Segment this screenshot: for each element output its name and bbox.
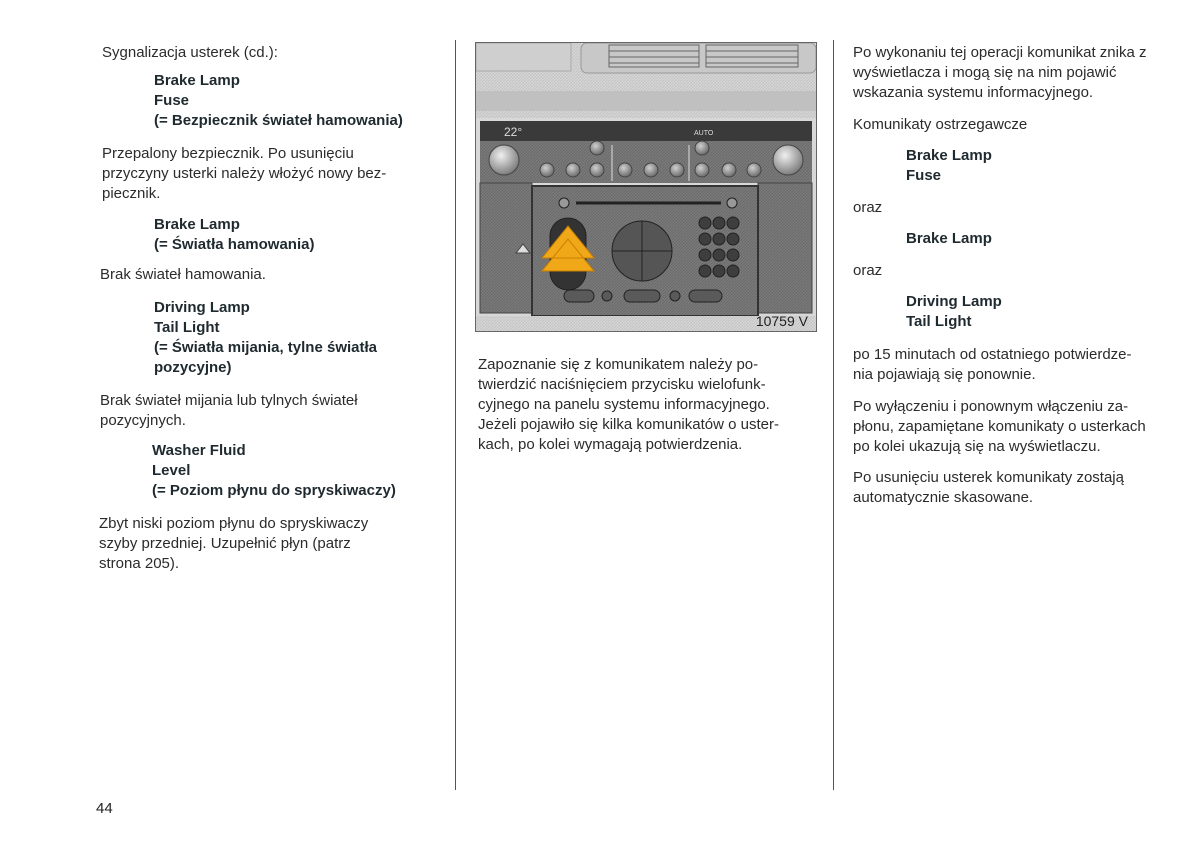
keypad-button[interactable]	[713, 233, 725, 245]
radio-bottom-button[interactable]	[564, 290, 594, 302]
paragraph	[853, 468, 1191, 508]
keypad-button[interactable]	[713, 249, 725, 261]
message-heading: Brake Lamp	[906, 230, 992, 247]
message-heading: (= Światła mijania, tylne światła	[154, 339, 378, 356]
text-line: kach, po kolei wymagają potwierdzenia.	[478, 436, 743, 453]
text-line: automatycznie skasowane.	[853, 489, 1034, 506]
message-heading: (= Bezpiecznik świateł hamowania)	[154, 112, 403, 129]
message-heading: Fuse	[906, 167, 942, 184]
text-line: twierdzić naciśnięciem przycisku wielofunk-	[478, 376, 766, 393]
eject-button[interactable]	[559, 198, 569, 208]
keypad-button[interactable]	[713, 265, 725, 277]
connector-text: oraz	[853, 262, 883, 279]
paragraph	[853, 397, 1191, 457]
text-line: pozycyjnych.	[100, 412, 186, 429]
paragraph	[853, 345, 1191, 385]
keypad-button[interactable]	[699, 249, 711, 261]
text-line: Zapoznanie się z komunikatem należy po-	[478, 356, 759, 373]
climate-display	[480, 121, 812, 141]
keypad-button[interactable]	[727, 217, 739, 229]
radio-button[interactable]	[727, 198, 737, 208]
text-line: wyświetlacza i mogą się na nim pojawić	[853, 64, 1117, 81]
warning-group	[906, 146, 992, 186]
keypad-button[interactable]	[713, 217, 725, 229]
text-line: po kolei ukazują się na wyświetlaczu.	[853, 438, 1101, 455]
middle-column-text	[478, 355, 823, 455]
message-block-brake-fuse	[154, 71, 454, 131]
keypad-button[interactable]	[699, 217, 711, 229]
text-line: szyby przedniej. Uzupełnić płyn (patrz	[99, 535, 351, 552]
message-description	[99, 514, 444, 574]
message-description	[100, 265, 445, 285]
keypad-button[interactable]	[699, 265, 711, 277]
message-heading: Driving Lamp	[154, 299, 250, 316]
column-divider	[455, 40, 456, 790]
radio-bottom-button[interactable]	[624, 290, 660, 302]
text-line: piecznik.	[102, 185, 161, 202]
climate-button[interactable]	[618, 163, 632, 177]
warning-group	[906, 292, 1002, 332]
radio-bottom-button[interactable]	[670, 291, 680, 301]
message-heading: pozycyjne)	[154, 359, 232, 376]
climate-button[interactable]	[695, 141, 709, 155]
text-line: przyczyny usterki należy włożyć nowy bez-	[102, 165, 387, 182]
message-heading: Brake Lamp	[154, 216, 240, 233]
text-line: nia pojawiają się ponownie.	[853, 366, 1036, 383]
climate-button[interactable]	[747, 163, 761, 177]
climate-button[interactable]	[722, 163, 736, 177]
message-heading: Fuse	[154, 92, 190, 109]
column-divider	[833, 40, 834, 790]
message-block-washer-fluid	[152, 441, 452, 501]
figure-label: 10759 V	[755, 313, 808, 329]
text-line: cyjnego na panelu systemu informacyjnego.	[478, 396, 770, 413]
radio-bottom-button[interactable]	[689, 290, 722, 302]
paragraph	[853, 43, 1191, 103]
message-heading: (= Światła hamowania)	[154, 236, 315, 253]
text-line: strona 205).	[99, 555, 180, 572]
keypad-button[interactable]	[727, 249, 739, 261]
text-line: Brak świateł hamowania.	[100, 266, 266, 283]
text-line: wskazania systemu informacyjnego.	[853, 84, 1094, 101]
page-number: 44	[96, 800, 113, 817]
intro-text: Sygnalizacja usterek (cd.):	[102, 44, 278, 61]
text-line: Brak świateł mijania lub tylnych świateł	[100, 392, 358, 409]
climate-button[interactable]	[566, 163, 580, 177]
text-line: Zbyt niski poziom płynu do spryskiwaczy	[99, 515, 369, 532]
text-line: Przepalony bezpiecznik. Po usunięciu	[102, 145, 354, 162]
message-block-brake-lamp	[154, 215, 454, 255]
text-line: Po wyłączeniu i ponownym włączeniu za-	[853, 398, 1129, 415]
message-description	[100, 391, 445, 431]
message-description	[102, 144, 447, 204]
radio-bottom-button[interactable]	[602, 291, 612, 301]
keypad-button[interactable]	[727, 233, 739, 245]
message-heading: (= Poziom płynu do spryskiwaczy)	[152, 482, 396, 499]
climate-button[interactable]	[670, 163, 684, 177]
message-block-driving-lamp	[154, 298, 454, 378]
climate-button[interactable]	[540, 163, 554, 177]
climate-button[interactable]	[590, 163, 604, 177]
climate-button[interactable]	[644, 163, 658, 177]
text-line: Po usunięciu usterek komunikaty zostają	[853, 469, 1124, 486]
connector-text: oraz	[853, 199, 883, 216]
temperature-knob[interactable]	[489, 145, 519, 175]
keypad-button[interactable]	[699, 233, 711, 245]
message-heading: Driving Lamp	[906, 293, 1002, 310]
display-temp: 22°	[504, 125, 523, 139]
message-heading: Level	[152, 462, 191, 479]
message-heading: Tail Light	[154, 319, 220, 336]
message-heading: Washer Fluid	[152, 442, 246, 459]
warning-group	[906, 229, 992, 249]
section-label: Komunikaty ostrzegawcze	[853, 116, 1028, 133]
climate-button[interactable]	[695, 163, 709, 177]
display-mode: AUTO	[694, 130, 714, 137]
message-heading: Brake Lamp	[154, 72, 240, 89]
text-line: Jeżeli pojawiło się kilka komunikatów o uster-	[478, 416, 779, 433]
dashboard-figure	[475, 42, 817, 332]
message-heading: Brake Lamp	[906, 147, 992, 164]
message-heading: Tail Light	[906, 313, 972, 330]
text-line: Po wykonaniu tej operacji komunikat znika z	[853, 44, 1147, 61]
fan-knob[interactable]	[773, 145, 803, 175]
keypad-button[interactable]	[727, 265, 739, 277]
climate-button[interactable]	[590, 141, 604, 155]
radio-panel-illustration	[476, 43, 816, 331]
text-line: płonu, zapamiętane komunikaty o usterkach	[853, 418, 1146, 435]
text-line: po 15 minutach od ostatniego potwierdze-	[853, 346, 1132, 363]
